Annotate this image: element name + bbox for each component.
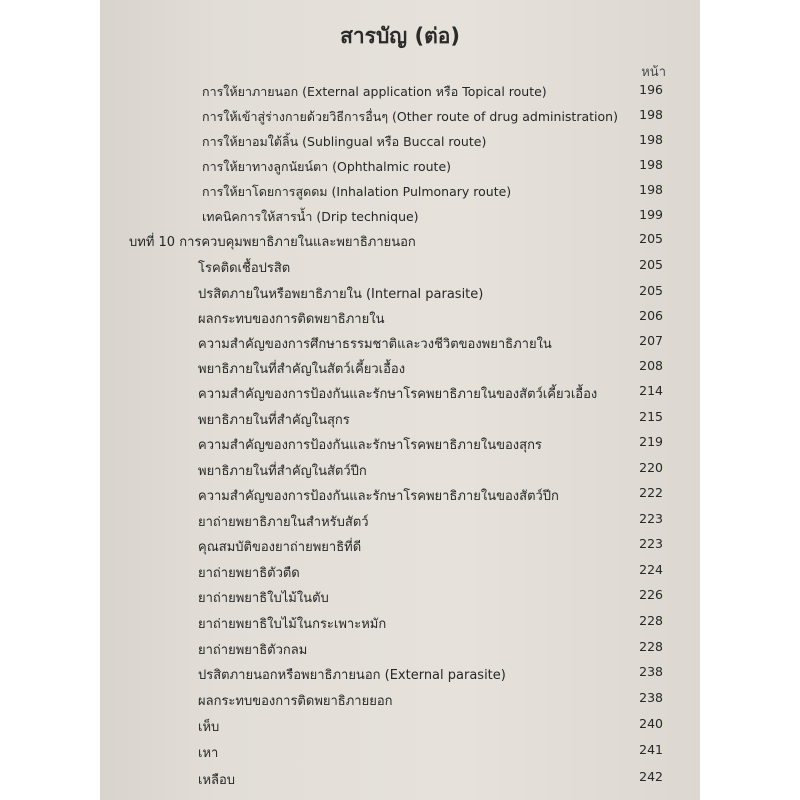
toc-entry-label: เหา (198, 746, 219, 761)
toc-entry (100, 308, 700, 332)
toc-entry-label: ยาถ่ายพยาธิตัวตืด (198, 566, 300, 581)
toc-entry (100, 132, 700, 156)
toc-chapter-entry (100, 231, 700, 255)
toc-entry (100, 587, 700, 611)
toc-entry-page: 242 (639, 769, 663, 784)
toc-entry-label: การให้ยาโดยการสูดดม (Inhalation Pulmonary route) (202, 184, 512, 199)
toc-entry (100, 207, 700, 231)
toc-entry-label: พยาธิภายในที่สำคัญในสัตว์เคี้ยวเอื้อง (198, 362, 406, 377)
toc-entry (100, 664, 700, 688)
toc-entry-label: พยาธิภายในที่สำคัญในสัตว์ปีก (198, 464, 367, 479)
book-page (100, 0, 700, 800)
toc-entry (100, 82, 700, 106)
toc-entry (100, 409, 700, 433)
toc-entry-page: 238 (639, 664, 663, 679)
toc-entry-page: 228 (639, 639, 663, 654)
toc-entry-label: การให้เข้าสู่ร่างกายด้วยวิธีการอื่นๆ (Other route of drug administration) (202, 109, 618, 124)
toc-entry (100, 485, 700, 509)
toc-entry (100, 358, 700, 382)
toc-entry-page: 205 (639, 257, 663, 272)
toc-entry (100, 157, 700, 181)
toc-entry-label: พยาธิภายในที่สำคัญในสุกร (198, 413, 350, 428)
toc-entry (100, 257, 700, 281)
toc-entry-page: 205 (639, 283, 663, 298)
toc-entry-page: 240 (639, 716, 663, 731)
toc-entry (100, 562, 700, 586)
toc-entry (100, 383, 700, 407)
toc-entry-label: โรคติดเชื้อปรสิต (198, 261, 291, 276)
toc-entry-page: 199 (639, 207, 663, 222)
toc-entry-label: ความสำคัญของการศึกษาธรรมชาติและวงชีวิตของพยาธิภายใน (198, 337, 552, 352)
toc-entry (100, 769, 700, 793)
toc-entry-page: 238 (639, 690, 663, 705)
toc-entry-label: ความสำคัญของการป้องกันและรักษาโรคพยาธิภายในของสัตว์ปีก (198, 489, 559, 504)
toc-entry (100, 511, 700, 535)
toc-entry-page: 228 (639, 613, 663, 628)
toc-entry (100, 333, 700, 357)
toc-entry (100, 716, 700, 740)
toc-entry-label: การให้ยาทางลูกนัยน์ตา (Ophthalmic route) (202, 159, 452, 174)
toc-entry (100, 434, 700, 458)
toc-entry-label: ยาถ่ายพยาธิภายในสำหรับสัตว์ (198, 515, 369, 530)
toc-entry (100, 182, 700, 206)
toc-entry-label: เหลือบ (198, 773, 236, 788)
toc-entry-page: 206 (639, 308, 663, 323)
toc-entry-page: 196 (639, 82, 663, 97)
toc-entry (100, 690, 700, 714)
toc-entry-page: 220 (639, 460, 663, 475)
toc-entry-page: 198 (639, 157, 663, 172)
toc-entry-page: 198 (639, 132, 663, 147)
toc-entry-label: ปรสิตภายนอกหรือพยาธิภายนอก (External parasite) (198, 668, 506, 683)
toc-entry-page: 219 (639, 434, 663, 449)
toc-entry-page: 222 (639, 485, 663, 500)
page-title: สารบัญ (ต่อ) (340, 24, 460, 48)
toc-entry-label: ผลกระทบของการติดพยาธิภายใน (198, 312, 385, 327)
toc-entry-label: การให้ยาภายนอก (External application หรือ Topical route) (202, 84, 547, 99)
toc-chapter-label: บทที่ 10 การควบคุมพยาธิภายในและพยาธิภายนอก (129, 235, 416, 250)
toc-entry-label: การให้ยาอมใต้ลิ้น (Sublingual หรือ Buccal route) (202, 134, 487, 149)
toc-entry-page: 208 (639, 358, 663, 373)
toc-entry-page: 226 (639, 587, 663, 602)
toc-entry-page: 215 (639, 409, 663, 424)
toc-entry-page: 214 (639, 383, 663, 398)
toc-entry-label: คุณสมบัติของยาถ่ายพยาธิที่ดี (198, 540, 362, 555)
toc-entry (100, 639, 700, 663)
toc-entry-page: 223 (639, 511, 663, 526)
toc-entry-page: 223 (639, 536, 663, 551)
toc-entry (100, 613, 700, 637)
toc-entry-label: ยาถ่ายพยาธิใบไม้ในตับ (198, 591, 329, 606)
toc-entry-page: 198 (639, 182, 663, 197)
toc-entry-page: 241 (639, 742, 663, 757)
toc-entry-page: 207 (639, 333, 663, 348)
toc-entry-label: ยาถ่ายพยาธิตัวกลม (198, 643, 308, 658)
toc-entry-label: ปรสิตภายในหรือพยาธิภายใน (Internal parasite) (198, 287, 484, 302)
toc-entry-label: ผลกระทบของการติดพยาธิภายยอก (198, 694, 393, 709)
toc-entry (100, 283, 700, 307)
toc-entry (100, 536, 700, 560)
toc-entry (100, 107, 700, 131)
toc-entry-label: ความสำคัญของการป้องกันและรักษาโรคพยาธิภายในของสุกร (198, 438, 542, 453)
toc-entry (100, 460, 700, 484)
toc-entry-page: 224 (639, 562, 663, 577)
page-column-header: หน้า (641, 65, 666, 80)
toc-entry-label: เห็บ (198, 720, 220, 735)
toc-entry-page: 198 (639, 107, 663, 122)
toc-entry-label: ความสำคัญของการป้องกันและรักษาโรคพยาธิภายในของสัตว์เคี้ยวเอื้อง (198, 387, 598, 402)
toc-entry-label: เทคนิคการให้สารน้ำ (Drip technique) (202, 209, 419, 224)
toc-entry-page: 205 (639, 231, 663, 246)
toc-entry-label: ยาถ่ายพยาธิใบไม้ในกระเพาะหมัก (198, 617, 387, 632)
toc-entry (100, 742, 700, 766)
